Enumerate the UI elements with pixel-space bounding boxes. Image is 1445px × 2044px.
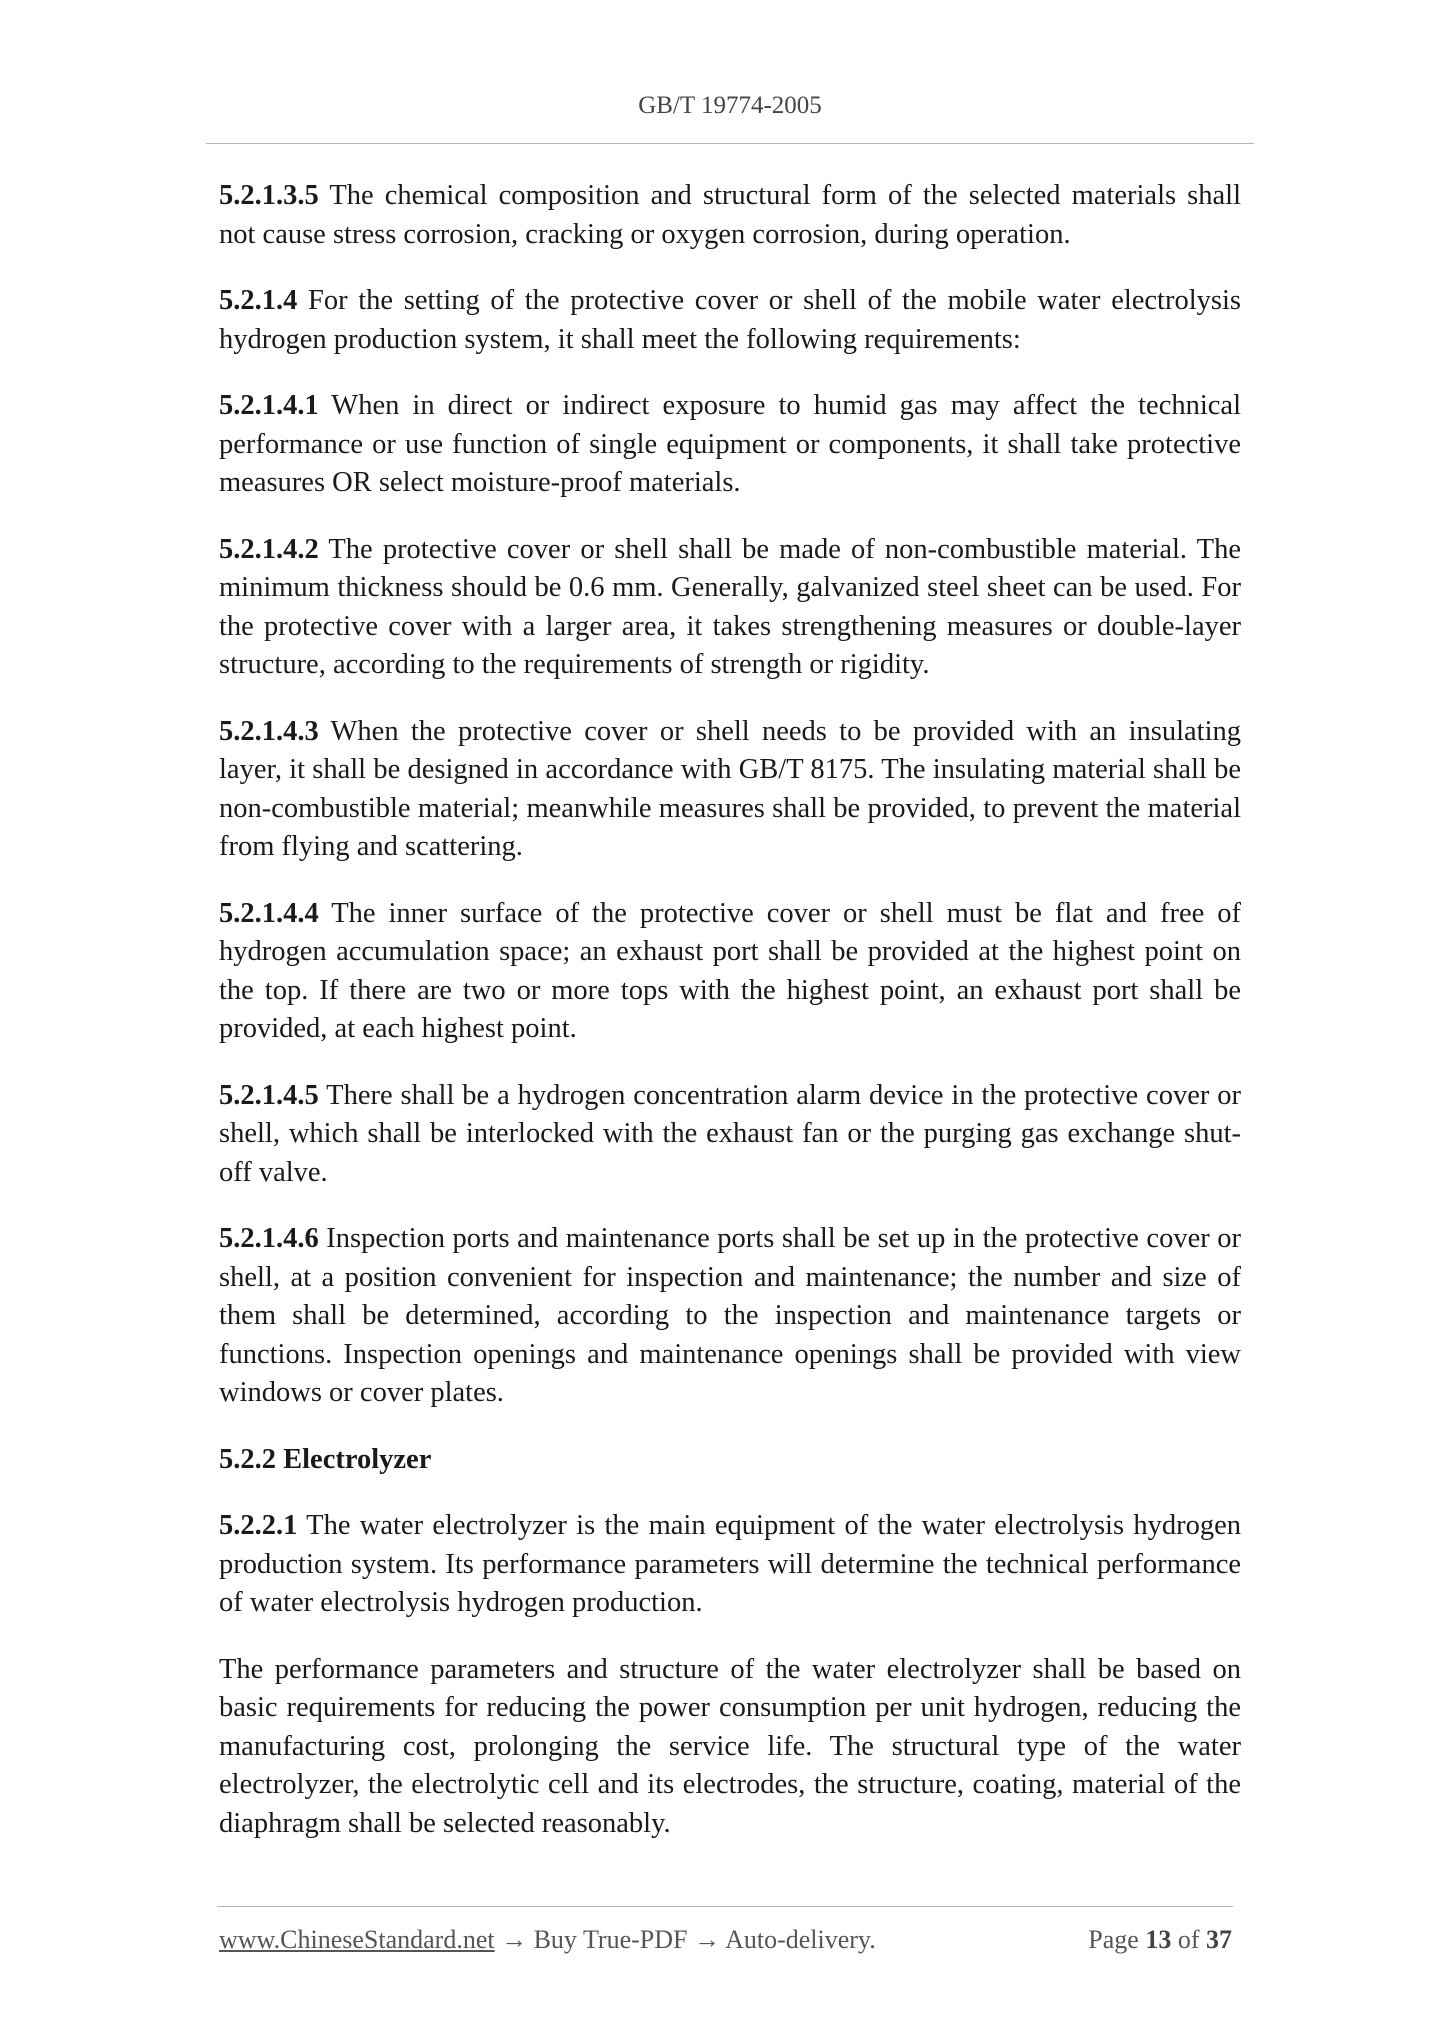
clause-number: 5.2.1.3.5 xyxy=(219,180,319,211)
document-header-title: GB/T 19774-2005 xyxy=(638,92,822,119)
clause-5-2-1-4 xyxy=(219,282,1241,359)
delivery-text: Auto-delivery. xyxy=(725,1925,876,1954)
footer-divider xyxy=(217,1906,1233,1907)
clause-number: 5.2.1.4.1 xyxy=(219,390,319,421)
buy-text: Buy True-PDF xyxy=(533,1925,688,1954)
clause-5-2-1-4-4 xyxy=(219,895,1241,1049)
clause-text: The chemical composition and structural form of the selected materials shall not cause stress corrosion, cracking or oxygen corrosion, during operation. xyxy=(219,180,1241,250)
plain-paragraph: The performance parameters and structure of the water electrolyzer shall be based on basic requirements for reducing the power consumption per unit hydrogen, reducing the manufacturing cost, prolonging the service life. The structural type of the water electrolyzer, the electrolytic cell and its electrodes, the structure, coating, material of the diaphragm shall be selected reasonably. xyxy=(219,1653,1241,1839)
clause-number: 5.2.1.4.6 xyxy=(219,1223,319,1254)
section-heading: 5.2.2 Electrolyzer xyxy=(219,1443,432,1475)
website-link[interactable]: www.ChineseStandard.net xyxy=(219,1925,495,1954)
current-page: 13 xyxy=(1145,1925,1172,1954)
clause-number: 5.2.1.4.5 xyxy=(219,1079,319,1111)
clause-text: The water electrolyzer is the main equipment of the water electrolysis hydrogen production system. Its performance parameters will determine the technical performance of water electrolysis hydrogen production. xyxy=(219,1510,1241,1618)
document-body xyxy=(219,177,1241,1871)
clause-number: 5.2.1.4.4 xyxy=(219,897,319,929)
clause-5-2-2-1 xyxy=(219,1507,1241,1623)
clause-number: 5.2.1.4.3 xyxy=(219,715,319,747)
header-divider xyxy=(206,143,1254,144)
clause-text: The protective cover or shell shall be made of non-combustible material. The minimum thickness should be 0.6 mm. Generally, galvanized steel sheet can be used. For the protective cover with a larger area, it takes strengthening measures or double-layer structure, according to the requirements of strength or rigidity. xyxy=(219,533,1241,680)
arrow-icon: → xyxy=(694,1925,720,1954)
clause-text: There shall be a hydrogen concentration alarm device in the protective cover or shell, which shall be interlocked with the exhaust fan or the purging gas exchange shut-off valve. xyxy=(219,1079,1241,1188)
clause-text: Inspection ports and maintenance ports shall be set up in the protective cover or shell, at a position convenient for inspection and maintenance; the number and size of them shall be determined, according to the inspection and maintenance targets or functions. Inspection openings and maintenance openings shall be provided with view windows or cover plates. xyxy=(219,1223,1241,1408)
clause-5-2-1-4-5 xyxy=(219,1077,1241,1193)
clause-5-2-1-4-1 xyxy=(219,387,1241,503)
of-label: of xyxy=(1177,1925,1200,1954)
clause-5-2-1-4-6 xyxy=(219,1220,1241,1413)
clause-text: The inner surface of the protective cover or shell must be flat and free of hydrogen accumulation space; an exhaust port shall be provided at the highest point on the top. If there are two or more tops with the highest point, an exhaust port shall be provided, at each highest point. xyxy=(219,897,1241,1044)
clause-number: 5.2.2.1 xyxy=(219,1510,298,1541)
footer-promo xyxy=(219,1925,876,1955)
clause-text: When in direct or indirect exposure to humid gas may affect the technical performance or use function of single equipment or components, it shall take protective measures OR select moisture-proof materials. xyxy=(219,390,1241,498)
clause-number: 5.2.1.4.2 xyxy=(219,533,319,565)
clause-5-2-1-4-3 xyxy=(219,713,1241,867)
clause-5-2-1-3-5 xyxy=(219,177,1241,254)
clause-text: When the protective cover or shell needs to be provided with an insulating layer, it shall be designed in accordance with GB/T 8175. The insulating material shall be non-combustible material; meanwhile measures shall be provided, to prevent the material from flying and scattering. xyxy=(219,715,1241,862)
clause-text: For the setting of the protective cover or shell of the mobile water electrolysis hydrogen production system, it shall meet the following requirements: xyxy=(219,285,1241,355)
clause-5-2-1-4-2 xyxy=(219,531,1241,685)
total-pages: 37 xyxy=(1206,1925,1232,1954)
page-label: Page xyxy=(1088,1925,1139,1954)
page-number xyxy=(1088,1925,1232,1955)
arrow-icon: → xyxy=(501,1925,528,1954)
clause-number: 5.2.1.4 xyxy=(219,285,298,316)
page-footer xyxy=(219,1925,1232,1955)
